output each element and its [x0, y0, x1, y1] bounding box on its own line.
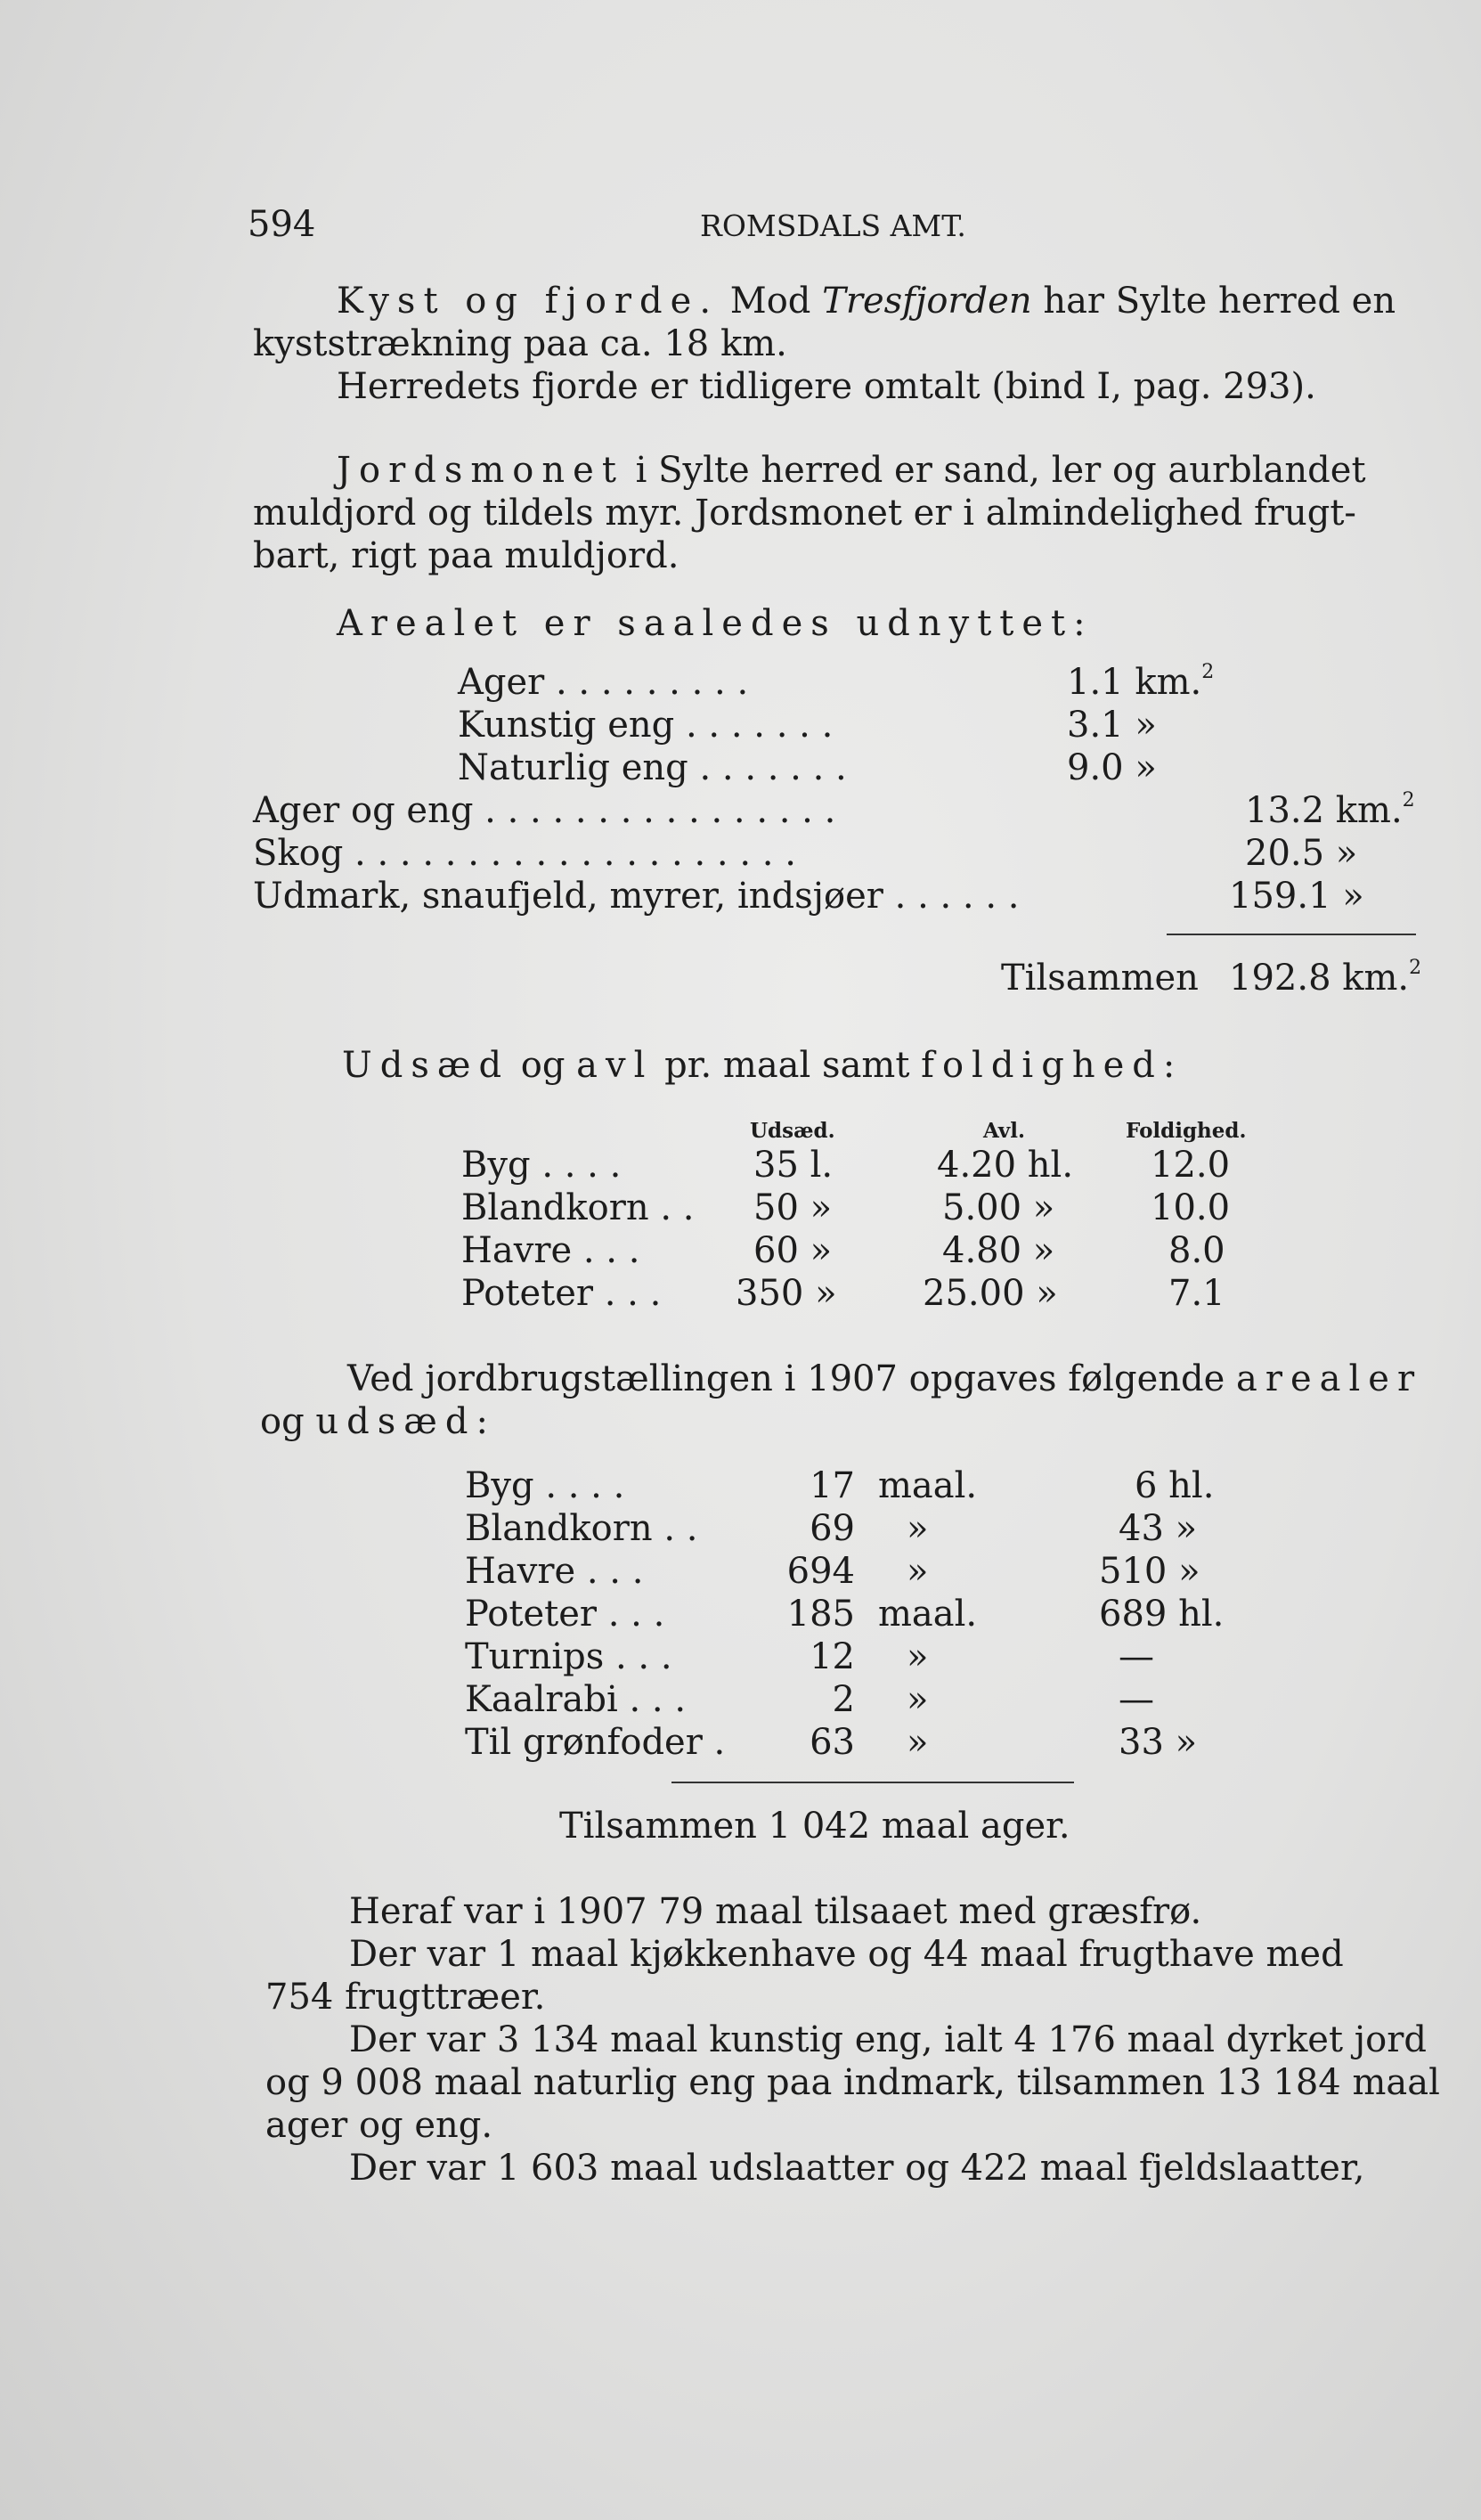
column-header-avl: Avl. — [983, 1119, 1026, 1143]
taelling-row-unit: » — [907, 1636, 929, 1677]
udsaed-row-yield: 5.00 » — [942, 1187, 1055, 1228]
taelling-row-unit: maal. — [878, 1594, 978, 1635]
taelling-row-label: Poteter . . . — [465, 1594, 665, 1635]
areal-sub-value: 1.1 km.$^2$ — [1067, 660, 1215, 703]
kyst-paragraph-line-3: Herredets fjorde er tidligere omtalt (bind I, pag. 293). — [337, 366, 1316, 407]
taelling-row-area: 69 — [810, 1508, 855, 1549]
areal-sub-value: 9.0 » — [1067, 747, 1157, 788]
taelling-row-area: 185 — [786, 1594, 855, 1635]
areal-total-label: Tilsammen — [1001, 958, 1199, 999]
taelling-row-yield: 510 » — [1099, 1551, 1200, 1592]
areal-main-value: 20.5 » — [1245, 833, 1358, 874]
taelling-row-yield: 6 hl. — [1135, 1465, 1215, 1506]
taelling-row-area: 17 — [810, 1465, 855, 1506]
jord-paragraph-line-3: bart, rigt paa muldjord. — [253, 535, 679, 576]
taelling-row-label: Kaalrabi . . . — [465, 1679, 687, 1720]
areal-main-value: 159.1 » — [1229, 876, 1364, 917]
column-header-foldighed: Foldighed. — [1126, 1119, 1247, 1143]
taelling-row-label: Til grønfoder . — [465, 1722, 726, 1763]
closing-line: Der var 3 134 maal kunstig eng, ialt 4 176 maal dyrket jord — [349, 2019, 1427, 2060]
sum-rule — [1167, 934, 1416, 935]
udsaed-row-label: Blandkorn . . — [461, 1187, 695, 1228]
areal-sub-label: Naturlig eng . . . . . . . — [458, 747, 847, 788]
page-number: 594 — [248, 204, 316, 245]
closing-line: 754 frugttræer. — [265, 1977, 546, 2018]
taelling-row-unit: » — [907, 1679, 929, 1720]
areal-main-label: Ager og eng . . . . . . . . . . . . . . . . — [253, 790, 836, 831]
running-title: ROMSDALS AMT. — [700, 208, 966, 243]
taelling-intro-line-2: og udsæd: — [260, 1401, 496, 1442]
taelling-intro-line-1: Ved jordbrugstællingen i 1907 opgaves følgende arealer — [347, 1358, 1423, 1399]
udsaed-row-seed: 60 » — [753, 1230, 833, 1271]
taelling-row-unit: maal. — [878, 1465, 978, 1506]
taelling-row-area: 63 — [810, 1722, 855, 1763]
areal-sub-label: Ager . . . . . . . . . — [458, 662, 749, 703]
areal-heading: Arealet er saaledes udnyttet: — [337, 603, 1094, 644]
closing-line: ager og eng. — [265, 2105, 493, 2146]
udsaed-heading: Udsæd og avl pr. maal samt foldighed: — [342, 1045, 1184, 1086]
kyst-paragraph-line-2: kyststrækning paa ca. 18 km. — [253, 323, 787, 364]
jord-paragraph-line-2: muldjord og tildels myr. Jordsmonet er i almindelighed frugt- — [253, 493, 1356, 534]
udsaed-row-seed: 35 l. — [753, 1145, 834, 1186]
udsaed-row-yield: 25.00 » — [923, 1273, 1058, 1314]
taelling-row-unit: » — [907, 1508, 929, 1549]
udsaed-row-yield: 4.80 » — [942, 1230, 1055, 1271]
taelling-row-label: Turnips . . . — [465, 1636, 672, 1677]
udsaed-row-fold: 8.0 — [1168, 1230, 1225, 1271]
taelling-row-area: 694 — [786, 1551, 855, 1592]
kyst-paragraph-line-1: Kyst og fjorde. Mod Tresfjorden har Sylte herred en — [337, 281, 1396, 322]
taelling-row-yield: — — [1119, 1679, 1154, 1720]
udsaed-row-label: Byg . . . . — [461, 1145, 622, 1186]
taelling-row-yield: 689 hl. — [1099, 1594, 1225, 1635]
taelling-row-yield: 43 » — [1119, 1508, 1198, 1549]
sum-rule — [671, 1782, 1074, 1783]
udsaed-row-fold: 7.1 — [1168, 1273, 1225, 1314]
udsaed-row-fold: 10.0 — [1151, 1187, 1231, 1228]
udsaed-row-label: Poteter . . . — [461, 1273, 662, 1314]
taelling-row-yield: 33 » — [1119, 1722, 1198, 1763]
closing-line: Der var 1 603 maal udslaatter og 422 maal fjeldslaatter, — [349, 2148, 1365, 2189]
jord-paragraph-line-1: Jordsmonet i Sylte herred er sand, ler og aurblandet — [337, 450, 1366, 491]
areal-main-value: 13.2 km.$^2$ — [1245, 788, 1415, 831]
taelling-row-label: Byg . . . . — [465, 1465, 625, 1506]
taelling-row-yield: — — [1119, 1636, 1154, 1677]
closing-line: og 9 008 maal naturlig eng paa indmark, tilsammen 13 184 maal — [265, 2062, 1440, 2103]
taelling-total: Tilsammen 1 042 maal ager. — [559, 1806, 1070, 1847]
taelling-row-unit: » — [907, 1551, 929, 1592]
taelling-row-label: Blandkorn . . — [465, 1508, 698, 1549]
udsaed-row-label: Havre . . . — [461, 1230, 640, 1271]
areal-main-label: Skog . . . . . . . . . . . . . . . . . . . . — [253, 833, 796, 874]
areal-total-value: 192.8 km.$^2$ — [1229, 956, 1422, 999]
closing-line: Heraf var i 1907 79 maal tilsaaet med græsfrø. — [349, 1891, 1202, 1932]
closing-line: Der var 1 maal kjøkkenhave og 44 maal frugthave med — [349, 1934, 1344, 1975]
areal-sub-value: 3.1 » — [1067, 705, 1157, 746]
taelling-row-unit: » — [907, 1722, 929, 1763]
udsaed-row-seed: 50 » — [753, 1187, 833, 1228]
taelling-row-area: 12 — [810, 1636, 855, 1677]
udsaed-row-seed: 350 » — [736, 1273, 837, 1314]
udsaed-row-fold: 12.0 — [1151, 1145, 1231, 1186]
udsaed-row-yield: 4.20 hl. — [937, 1145, 1074, 1186]
taelling-row-area: 2 — [832, 1679, 855, 1720]
taelling-row-label: Havre . . . — [465, 1551, 644, 1592]
areal-main-label: Udmark, snaufjeld, myrer, indsjøer . . . . . . — [253, 876, 1020, 917]
column-header-udsaed: Udsæd. — [750, 1119, 835, 1143]
areal-sub-label: Kunstig eng . . . . . . . — [458, 705, 834, 746]
